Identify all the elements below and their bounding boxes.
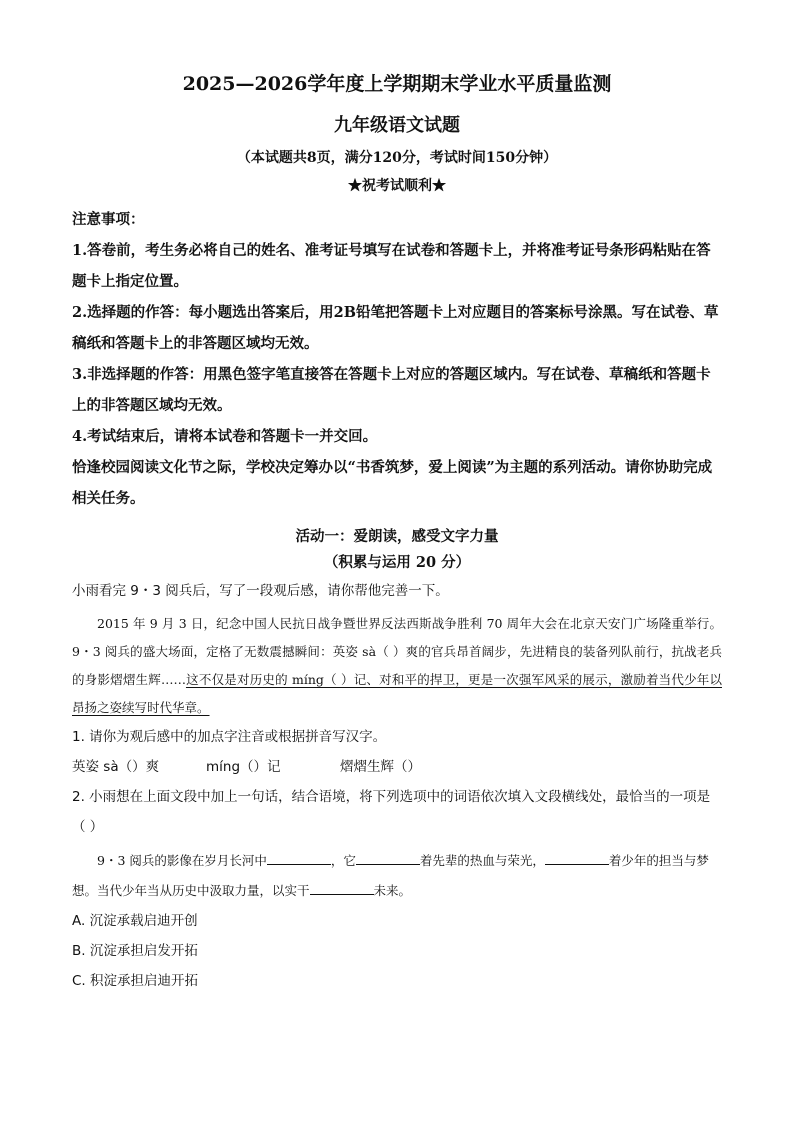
notes-heading: 注意事项： (72, 211, 145, 228)
note-item-4: 4.考试结束后，请将本试卷和答题卡一并交回。 (72, 428, 378, 445)
question-1-stem: 1. 请你为观后感中的加点字注音或根据拼音写汉字。 (72, 729, 387, 745)
activity-title: 活动一：爱朗读，感受文字力量 (295, 528, 499, 545)
q1-item-a: 英姿 sà（）爽 (72, 759, 160, 775)
q2-seg-4: 着少年的担当与梦想。当代少年当从历史中汲取力量，以实干 (72, 853, 709, 898)
option-b[interactable]: B. 沉淀承担启发开拓 (72, 943, 198, 959)
q2-seg-3: 着先辈的热血与荣光， (419, 853, 545, 868)
q1-item-c: 熠熠生辉（） (340, 759, 421, 775)
question-2-passage (72, 846, 722, 906)
q2-seg-1: 9・3 阅兵的影像在岁月长河中 (97, 853, 267, 868)
exam-title: 2025—2026学年度上学期期末学业水平质量监测 (182, 73, 612, 95)
answer-blank-3[interactable] (545, 850, 609, 865)
option-c[interactable]: C. 积淀承担启迪开拓 (72, 973, 199, 989)
q2-seg-2: ，它 (330, 853, 356, 868)
exam-wish: ★祝考试顺利★ (348, 178, 446, 194)
option-a[interactable]: A. 沉淀承载启迪开创 (72, 913, 198, 929)
section-label: （积累与运用 20 分） (323, 554, 471, 571)
answer-blank-1[interactable] (267, 850, 331, 865)
answer-blank-2[interactable] (356, 850, 420, 865)
question-2-stem: 2. 小雨想在上面文段中加上一句话，结合语境，将下列选项中的词语依次填入文段横线处，最恰当的一项是（ ） (72, 789, 711, 835)
note-item-2: 2.选择题的作答：每小题选出答案后，用2B铅笔把答题卡上对应题目的答案标号涂黑。写在试卷、草稿纸和答题卡上的非答题区域均无效。 (72, 304, 719, 352)
question-1-items (72, 752, 722, 782)
note-item-3: 3.非选择题的作答：用黑色签字笔直接答在答题卡上对应的答题区域内。写在试卷、草稿纸和答题卡上的非答题区域均无效。 (72, 366, 711, 414)
note-item-1: 1.答卷前，考生务必将自己的姓名、准考证号填写在试卷和答题卡上，并将准考证号条形码粘贴在答题卡上指定位置。 (72, 242, 711, 290)
passage-plain: 2015 年 9 月 3 日，纪念中国人民抗日战争暨世界反法西斯战争胜利 70 周年大会在北京天安门广场隆重举行。9・3 阅兵的盛大场面，定格了无数震撼瞬间：英姿 sà（ ）爽的官兵昂首阔步，先进精良的装备列队前行，抗战老兵的身影熠熠生辉…… (72, 616, 722, 687)
reading-passage (72, 610, 722, 722)
intro-text: 恰逢校园阅读文化节之际，学校决定筹办以“书香筑梦，爱上阅读”为主题的系列活动。请你协助完成相关任务。 (72, 459, 713, 507)
exam-subtitle: 九年级语文试题 (334, 115, 460, 136)
q2-seg-5: 未来。 (373, 883, 412, 898)
passage-underlined: 这不仅是对历史的 míng（ ）记、对和平的捍卫，更是一次强军风采的展示，激励着当代少年以昂扬之姿续写时代华章。 (72, 672, 722, 715)
answer-blank-4[interactable] (310, 880, 374, 895)
q1-item-b: míng（）记 (206, 759, 281, 775)
activity-lead: 小雨看完 9・3 阅兵后，写了一段观后感，请你帮他完善一下。 (72, 583, 449, 599)
exam-info: （本试题共8页，满分120分，考试时间150分钟） (236, 150, 558, 166)
